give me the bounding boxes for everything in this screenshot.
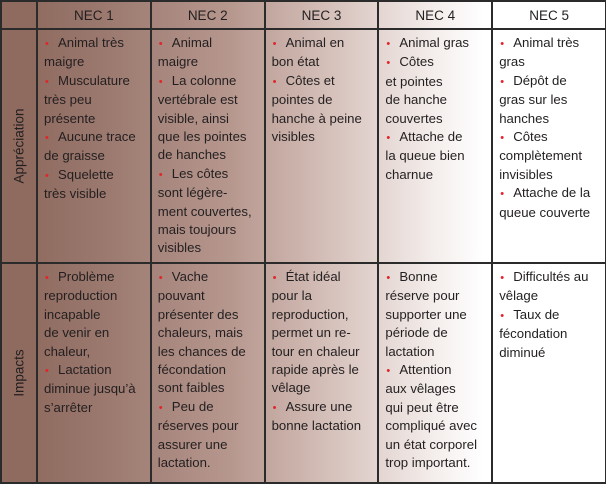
item-text: diminue jusqu’à (44, 381, 136, 397)
list-item (499, 128, 601, 184)
table-cell-nec-3 (265, 29, 379, 263)
item-text: Aucune trace (58, 129, 136, 145)
item-text: permet un re- (271, 325, 351, 341)
item-text: les chances de (157, 343, 246, 359)
column-header-nec-4: NEC 4 (378, 1, 492, 29)
item-text: Les côtes (171, 165, 229, 181)
list-item (158, 165, 260, 258)
item-text: réserve pour (385, 288, 460, 304)
item-text: s’arrêter (44, 399, 93, 415)
list-item (499, 306, 601, 362)
column-header-nec-3: NEC 3 (265, 1, 379, 29)
item-text: vêlage (271, 380, 311, 396)
bullet-icon: • (45, 75, 49, 88)
table-cell-nec-4 (378, 263, 492, 483)
list-item (158, 398, 260, 473)
list-item (385, 268, 487, 361)
list-item (272, 72, 374, 147)
table-cell-nec-3 (265, 263, 379, 483)
item-text: visibles (271, 129, 315, 145)
table-cell-nec-5 (492, 29, 606, 263)
item-text: reproduction, (271, 306, 349, 322)
item-text: Côtes (513, 129, 548, 145)
item-text: bon état (271, 54, 320, 70)
item-text: Attache de la (513, 185, 591, 201)
item-text: La colonne (171, 72, 237, 88)
item-text: fécondation (157, 362, 226, 378)
item-text: lactation. (157, 455, 211, 471)
list-item (499, 34, 601, 72)
item-text: maigre (157, 54, 199, 70)
list-item (385, 53, 487, 128)
item-text: complètement (499, 148, 583, 164)
item-text: Côtes et (285, 72, 335, 88)
table-cell-nec-5 (492, 263, 606, 483)
item-text: et pointes (385, 73, 443, 89)
bullet-icon: • (158, 168, 163, 181)
item-text: État idéal (285, 269, 341, 284)
row-label-cell (1, 29, 37, 263)
header-row (1, 1, 606, 29)
item-text: Difficultés au (513, 269, 589, 284)
item-text: invisibles (499, 166, 553, 182)
bullet-icon: • (500, 272, 505, 284)
item-text: chaleurs, mais (157, 325, 243, 341)
bullet-icon: • (158, 401, 163, 414)
item-text: présente (44, 110, 96, 126)
cell-content (266, 264, 378, 438)
item-text: Bonne (399, 269, 438, 284)
item-text: de venir en (44, 325, 110, 341)
item-text: queue couverte (499, 204, 591, 220)
item-text: compliqué avec (385, 418, 478, 434)
item-text: visibles (157, 240, 202, 256)
cell-content (379, 264, 491, 474)
row-appreciation (1, 29, 606, 263)
item-text: pointes de (271, 92, 333, 108)
item-text: pouvant (157, 288, 205, 304)
bullet-icon: • (500, 309, 505, 322)
item-text: maigre (44, 54, 85, 70)
column-header-nec-5: NEC 5 (492, 1, 606, 29)
item-text: hanche à peine (271, 110, 362, 126)
list-item (44, 268, 146, 361)
item-text: diminué (499, 344, 546, 360)
item-text: Problème (58, 269, 115, 284)
item-text: présenter des (157, 306, 239, 322)
cell-content (38, 30, 150, 206)
item-text: un état corporel (385, 436, 478, 452)
item-text: vêlage (499, 288, 539, 304)
item-text: Côtes (399, 54, 434, 70)
row-label: Appréciation (11, 108, 27, 184)
bullet-icon: • (500, 132, 505, 145)
bullet-icon: • (386, 365, 391, 378)
item-text: fécondation (499, 326, 568, 342)
item-text: sont légère- (157, 185, 228, 201)
list-item (385, 128, 487, 184)
list-item (385, 34, 487, 53)
bullet-icon: • (45, 365, 49, 378)
cell-content (152, 264, 264, 474)
table-cell-nec-2 (151, 263, 265, 483)
item-text: qui peut être (385, 399, 459, 415)
item-text: Animal (171, 35, 213, 50)
list-item (158, 268, 260, 398)
item-text: incapable (44, 306, 101, 322)
item-text: gras sur les (499, 92, 568, 108)
bullet-icon: • (272, 38, 277, 50)
table-cell-nec-4 (378, 29, 492, 263)
item-text: hanches (499, 110, 550, 126)
bullet-icon: • (386, 132, 391, 145)
list-item (44, 34, 146, 72)
bullet-icon: • (386, 38, 391, 50)
item-text: pour la (271, 288, 312, 304)
item-text: de graisse (44, 148, 105, 164)
item-text: très visible (44, 186, 107, 202)
item-text: mais toujours (157, 222, 237, 238)
item-text: trop important. (385, 455, 471, 471)
table-cell-nec-1 (37, 29, 151, 263)
item-text: de hanches (157, 147, 226, 163)
item-text: chaleur, (44, 343, 91, 359)
item-text: charnue (385, 166, 434, 182)
item-text: la queue bien (385, 148, 465, 164)
bullet-icon: • (386, 57, 391, 70)
list-item (499, 184, 601, 222)
list-item (272, 268, 374, 398)
item-text: Vache (171, 269, 209, 284)
item-text: aux vêlages (385, 381, 456, 397)
item-text: supporter une (385, 306, 467, 322)
list-item (158, 34, 260, 72)
item-text: réserves pour (157, 418, 239, 434)
item-text: reproduction (44, 288, 118, 304)
list-item (44, 128, 146, 166)
item-text: très peu (44, 92, 92, 108)
list-item (44, 72, 146, 128)
table-cell-nec-1 (37, 263, 151, 483)
cell-content (152, 30, 264, 260)
item-text: Lactation (58, 362, 112, 378)
item-text: vertébrale est (157, 92, 238, 108)
item-text: Attache de (399, 129, 463, 145)
item-text: rapide après le (271, 362, 359, 378)
bullet-icon: • (158, 272, 163, 284)
item-text: bonne lactation (271, 418, 362, 434)
row-label: Impacts (11, 349, 27, 397)
bullet-icon: • (500, 75, 505, 88)
bullet-icon: • (158, 75, 163, 88)
item-text: Taux de (513, 306, 560, 322)
list-item (272, 398, 374, 436)
bullet-icon: • (500, 38, 505, 50)
item-text: Animal très (513, 35, 580, 50)
list-item (158, 72, 260, 165)
item-text: Assure une (285, 398, 353, 414)
item-text: lactation (385, 343, 435, 359)
bullet-icon: • (500, 188, 505, 201)
bullet-icon: • (45, 38, 49, 50)
row-impacts (1, 263, 606, 483)
item-text: sont faibles (157, 380, 225, 396)
table-cell-nec-2 (151, 29, 265, 263)
list-item (385, 361, 487, 472)
item-text: période de (385, 325, 448, 341)
row-label-cell (1, 263, 37, 483)
column-header-nec-2: NEC 2 (151, 1, 265, 29)
item-text: Animal gras (399, 35, 470, 50)
list-item (44, 361, 146, 417)
cell-content (493, 30, 605, 224)
column-header-nec-1: NEC 1 (37, 1, 151, 29)
cell-content (493, 264, 605, 364)
header-corner (1, 1, 37, 29)
list-item (44, 166, 146, 204)
bullet-icon: • (272, 401, 277, 414)
item-text: gras (499, 54, 525, 70)
item-text: Musculature (58, 72, 130, 88)
item-text: ment couvertes, (157, 203, 252, 219)
item-text: Dépôt de (513, 72, 567, 88)
bullet-icon: • (386, 272, 391, 284)
item-text: Peu de (171, 398, 214, 414)
item-text: Squelette (58, 166, 114, 182)
item-text: tour en chaleur (271, 343, 360, 359)
bullet-icon: • (158, 38, 163, 50)
cell-content (38, 264, 150, 419)
item-text: Attention (399, 362, 452, 378)
list-item (499, 72, 601, 128)
bullet-icon: • (45, 272, 49, 284)
cell-content (379, 30, 491, 186)
bullet-icon: • (272, 75, 277, 88)
item-text: couvertes (385, 110, 443, 126)
item-text: Animal en (285, 35, 345, 50)
bullet-icon: • (45, 132, 49, 145)
bullet-icon: • (272, 272, 277, 284)
list-item (272, 34, 374, 72)
item-text: Animal très (58, 35, 124, 50)
item-text: de hanche (385, 92, 447, 108)
list-item (499, 268, 601, 306)
bullet-icon: • (45, 169, 49, 182)
cell-content (266, 30, 378, 148)
item-text: visible, ainsi (157, 110, 229, 126)
item-text: assurer une (157, 436, 228, 452)
item-text: que les pointes (157, 129, 247, 145)
